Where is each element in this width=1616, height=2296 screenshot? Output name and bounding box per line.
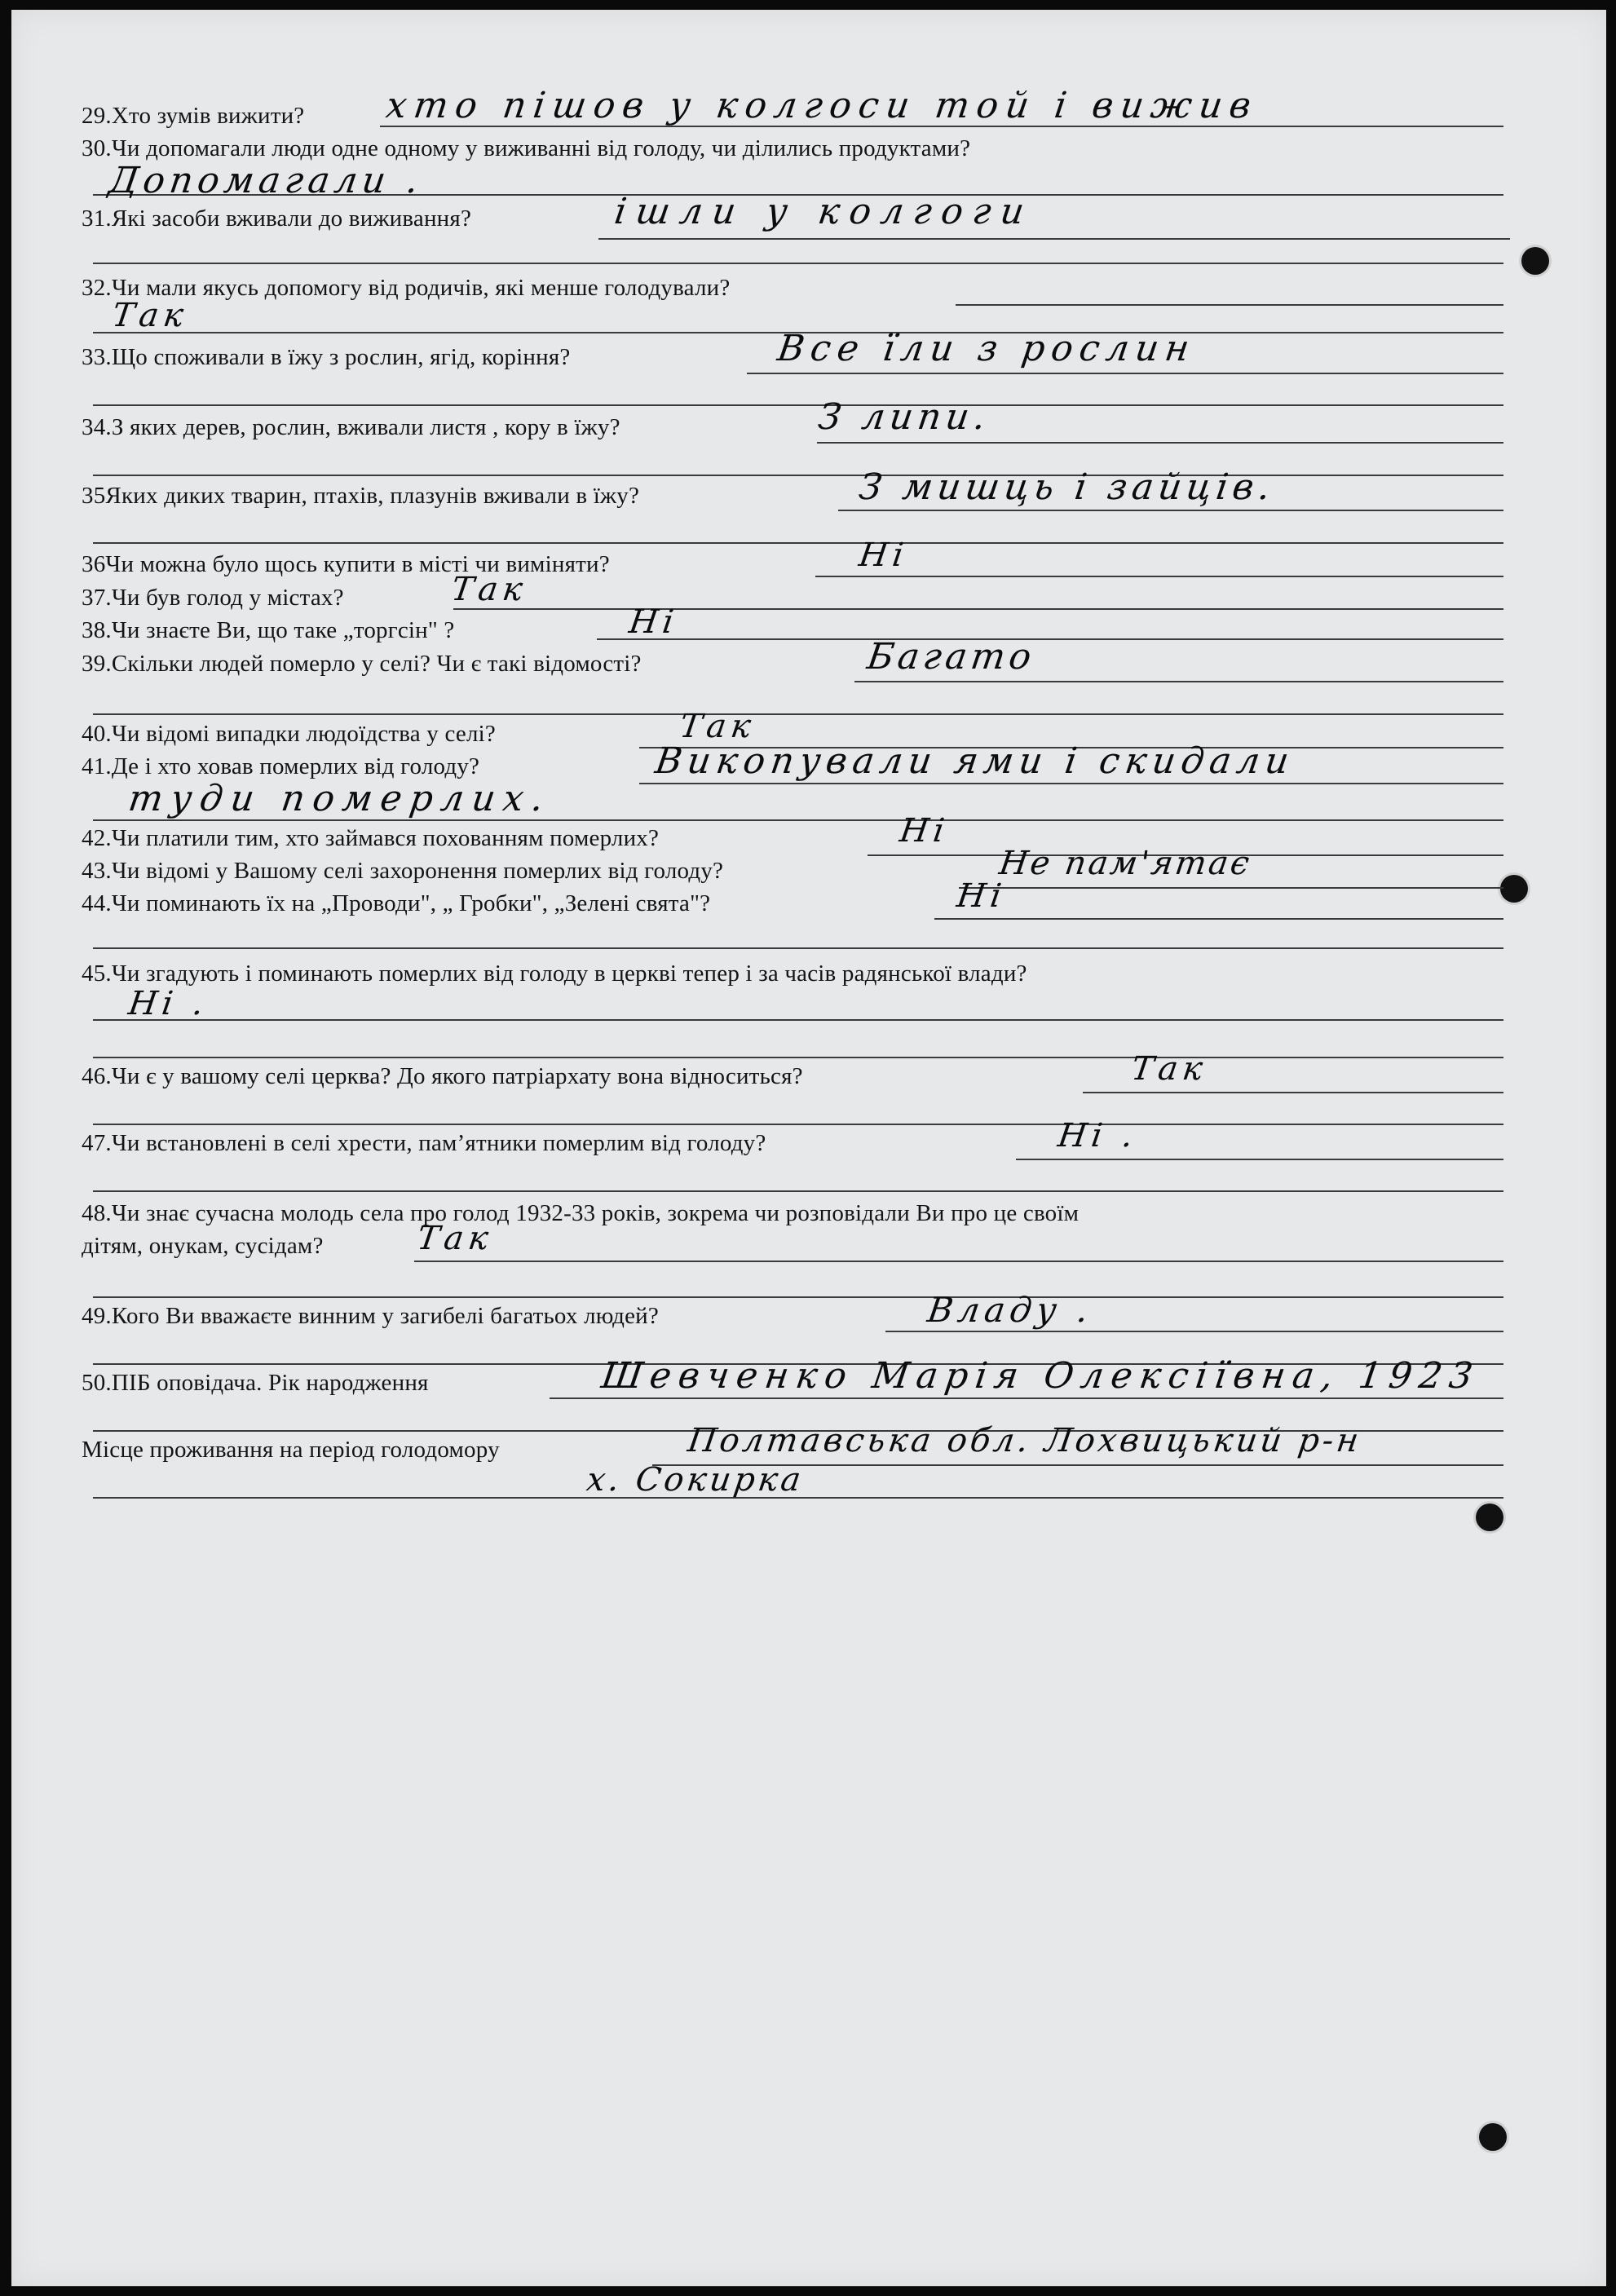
question-45: 45.Чи згадують і поминають померлих від голоду в церкві тепер і за часів радянської влади? bbox=[82, 960, 1027, 987]
question-50: 50.ПІБ оповідача. Рік народження bbox=[82, 1370, 429, 1396]
answer-line bbox=[93, 1124, 1503, 1125]
answer-39: Багато bbox=[864, 636, 1038, 678]
answer-line bbox=[1083, 1092, 1503, 1093]
answer-line bbox=[1016, 1159, 1503, 1160]
answer-30: Допомагали . bbox=[106, 160, 426, 201]
answer-line bbox=[93, 263, 1503, 264]
question-43: 43.Чи відомі у Вашому селі захоронення померлих від голоду? bbox=[82, 858, 724, 884]
answer-44: Ні bbox=[954, 877, 1009, 915]
question-36: 36Чи можна було щось купити в місті чи виміняти? bbox=[82, 551, 610, 577]
answer-33: Все їли з рослин bbox=[775, 328, 1199, 369]
answer-46: Так bbox=[1128, 1050, 1210, 1088]
answer-line bbox=[414, 1261, 1503, 1262]
answer-45: Ні . bbox=[126, 985, 211, 1022]
answer-line bbox=[956, 304, 1503, 306]
answer-31: ішли у колгоги bbox=[612, 191, 1037, 232]
answer-line bbox=[854, 681, 1503, 682]
questionnaire-page bbox=[11, 10, 1606, 2286]
answer-line bbox=[934, 918, 1503, 920]
question-38: 38.Чи знаєте Ви, що таке „торгсін" ? bbox=[82, 617, 455, 643]
punch-hole bbox=[1479, 2123, 1507, 2151]
answer-49: Владу . bbox=[925, 1290, 1096, 1330]
answer-29: хто пішов у колгоси той і вижив bbox=[383, 85, 1261, 126]
question-49: 49.Кого Ви вважаєте винним у загибелі багатьох людей? bbox=[82, 1303, 659, 1329]
punch-hole bbox=[1500, 875, 1528, 903]
answer-line bbox=[550, 1397, 1503, 1399]
question-42: 42.Чи платили тим, хто займався похованням померлих? bbox=[82, 825, 660, 851]
answer-38: Ні bbox=[626, 603, 681, 641]
question-39: 39.Скільки людей померло у селі? Чи є такі відомості? bbox=[82, 651, 642, 677]
question-48-cont: дітям, онукам, сусідам? bbox=[82, 1233, 324, 1259]
answer-40: Так bbox=[677, 708, 758, 745]
answer-43: Не пам'ятає bbox=[996, 845, 1254, 882]
answer-line bbox=[93, 542, 1503, 544]
answer-line bbox=[93, 947, 1503, 949]
answer-line bbox=[597, 638, 1503, 640]
answer-line bbox=[93, 475, 1503, 476]
answer-41-line1: Викопували ями і скидали bbox=[652, 740, 1297, 782]
answer-32: Так bbox=[109, 297, 191, 334]
answer-35: З мишць і зайців. bbox=[856, 466, 1278, 508]
punch-hole bbox=[1476, 1503, 1503, 1531]
question-30: 30.Чи допомагали люди одне одному у виживанні від голоду, чи ділились продуктами? bbox=[82, 135, 971, 161]
answer-41-line2: туди померлих. bbox=[126, 778, 554, 819]
question-29: 29.Хто зумів вижити? bbox=[82, 103, 305, 129]
question-46: 46.Чи є у вашому селі церква? До якого патріархату вона відноситься? bbox=[82, 1063, 803, 1089]
question-31: 31.Які засоби вживали до виживання? bbox=[82, 205, 472, 232]
question-41: 41.Де і хто ховав померлих від голоду? bbox=[82, 753, 480, 779]
answer-line bbox=[93, 1190, 1503, 1192]
answer-50: Шевченко Марія Олексіївна, 1923 bbox=[598, 1355, 1483, 1397]
answer-line bbox=[93, 1057, 1503, 1058]
question-34: 34.З яких дерев, рослин, вживали листя , кору в їжу? bbox=[82, 414, 620, 440]
residence-answer-line2: х. Сокирка bbox=[584, 1461, 806, 1499]
question-48: 48.Чи знає сучасна молодь села про голод 1932-33 років, зокрема чи розповідали Ви про це своїм bbox=[82, 1200, 1080, 1226]
answer-line bbox=[93, 819, 1503, 821]
residence-answer-line1: Полтавська обл. Лохвицький р-н bbox=[685, 1422, 1365, 1459]
answer-42: Ні bbox=[897, 812, 951, 850]
question-40: 40.Чи відомі випадки людоїдства у селі? bbox=[82, 721, 496, 747]
question-44: 44.Чи поминають їх на „Проводи", „ Гробки", „Зелені свята"? bbox=[82, 890, 711, 916]
answer-line bbox=[885, 1331, 1503, 1332]
question-32: 32.Чи мали якусь допомогу від родичів, які менше голодували? bbox=[82, 275, 731, 301]
answer-47: Ні . bbox=[1055, 1117, 1141, 1155]
answer-line bbox=[817, 442, 1503, 444]
answer-48: Так bbox=[414, 1220, 496, 1257]
answer-line bbox=[639, 783, 1503, 784]
answer-36: Ні bbox=[856, 536, 911, 574]
answer-line bbox=[747, 373, 1503, 374]
answer-line bbox=[93, 404, 1503, 406]
question-47: 47.Чи встановлені в селі хрести, пам’ятники померлим від голоду? bbox=[82, 1130, 766, 1156]
residence-label: Місце проживання на період голодомору bbox=[82, 1437, 500, 1463]
answer-37: Так bbox=[448, 571, 530, 608]
answer-line bbox=[93, 1296, 1503, 1298]
question-33: 33.Що споживали в їжу з рослин, ягід, коріння? bbox=[82, 344, 571, 370]
answer-line bbox=[93, 713, 1503, 715]
answer-line bbox=[93, 1019, 1503, 1021]
answer-34: З липи. bbox=[815, 396, 994, 438]
answer-line bbox=[838, 510, 1503, 511]
answer-line bbox=[815, 576, 1503, 577]
answer-line bbox=[598, 238, 1510, 240]
answer-line bbox=[453, 608, 1503, 610]
question-37: 37.Чи був голод у містах? bbox=[82, 585, 344, 611]
punch-hole bbox=[1521, 247, 1549, 275]
question-35: 35Яких диких тварин, птахів, плазунів вживали в їжу? bbox=[82, 483, 640, 509]
answer-line bbox=[959, 887, 1503, 889]
